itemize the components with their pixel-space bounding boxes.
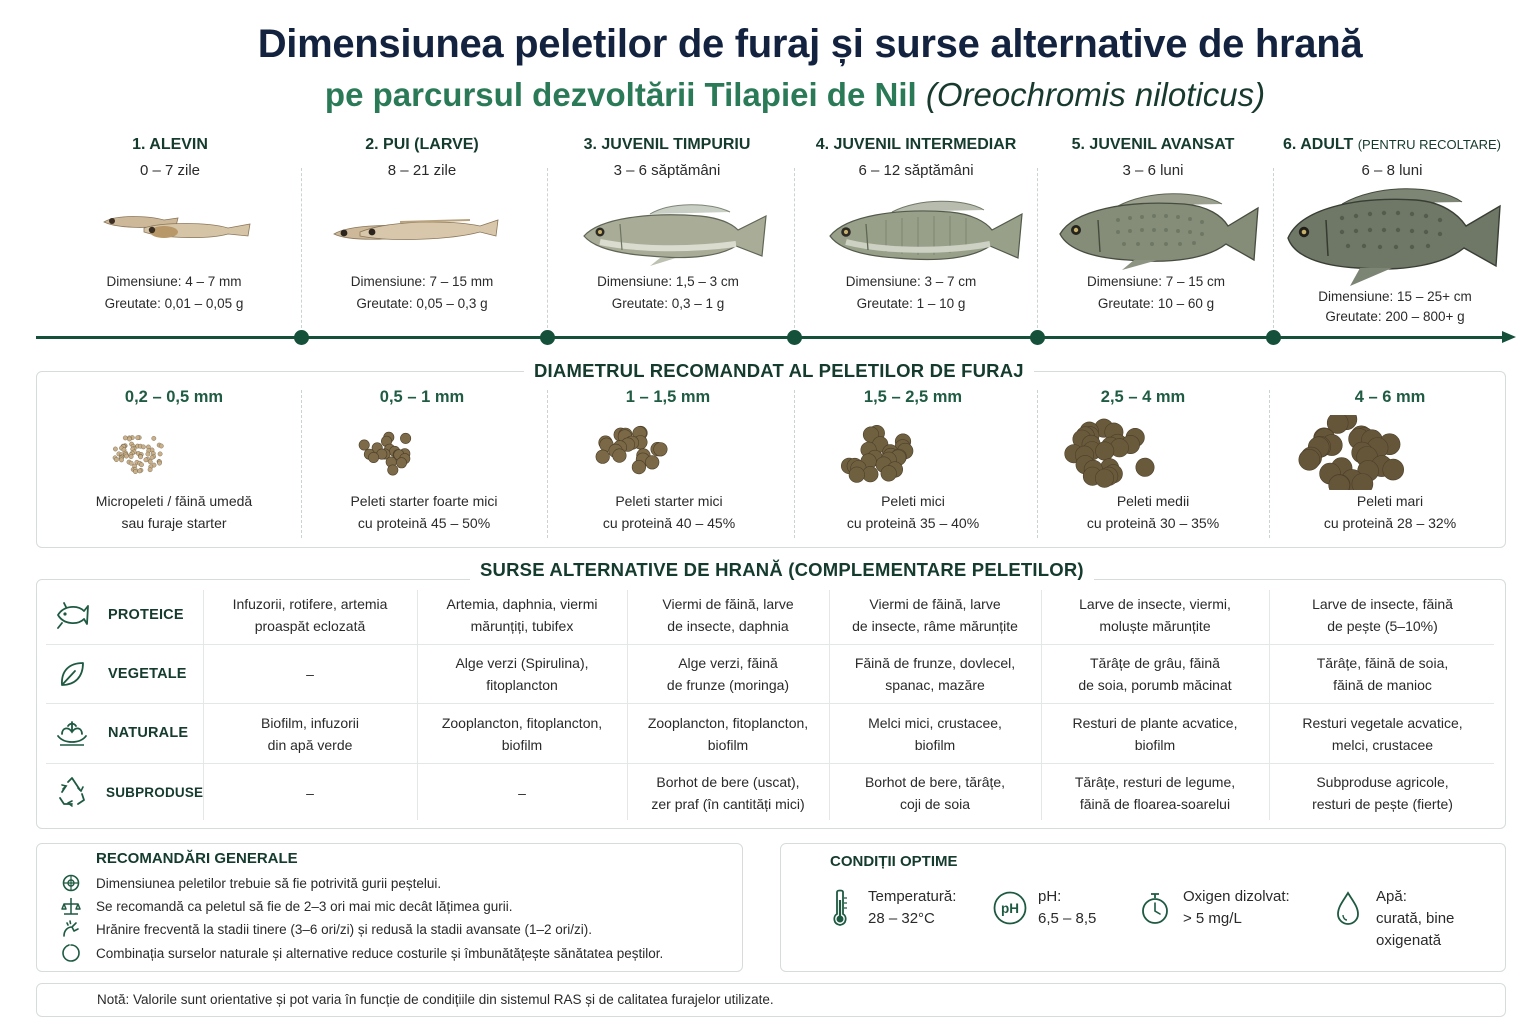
pellet <box>368 452 378 462</box>
scale-icon <box>60 895 82 917</box>
pellet <box>144 458 148 462</box>
food-cell <box>627 704 829 763</box>
pellet <box>654 443 668 457</box>
stage-4-metrics <box>811 271 1011 315</box>
category-label: PROTEICE <box>108 607 184 623</box>
alternatives-section-title: SURSE ALTERNATIVE DE HRANĂ (COMPLEMENTARE PELETILOR) <box>470 559 1094 581</box>
food-cell-line: de insecte, daphnia <box>667 618 789 634</box>
food-cell-line: biofilm <box>914 736 956 753</box>
recommendation-item <box>60 872 441 894</box>
pellet-size-5 <box>1043 388 1243 407</box>
category-naturale <box>52 704 188 762</box>
pellet <box>114 457 118 461</box>
stage-6 <box>1276 136 1508 179</box>
food-cell <box>417 763 627 822</box>
stage-size: Dimensiune: 7 – 15 cm <box>1086 274 1226 289</box>
pellet <box>1299 449 1320 470</box>
pellet <box>881 466 897 482</box>
pellet <box>158 452 162 456</box>
pellet <box>613 449 627 463</box>
intermediate-juvenile-fish-illustration <box>826 198 1026 270</box>
stage-2-metrics <box>322 271 522 315</box>
food-cell <box>1269 586 1496 644</box>
food-cell <box>1041 704 1269 763</box>
pellet-description: Micropeleti / făină umedă sau furaje starter <box>95 493 253 531</box>
timeline-dot <box>1030 330 1045 345</box>
food-cell <box>417 704 627 763</box>
food-cell-line: de soia, porumb măcinat <box>1078 677 1232 693</box>
pellet <box>1136 458 1154 476</box>
food-cell-line: biofilm <box>1134 736 1176 753</box>
growth-timeline <box>36 336 1506 339</box>
food-cell-line: Infuzorii, rotifere, artemia <box>232 596 388 612</box>
category-proteice <box>52 586 184 644</box>
pellet-diameter: 0,2 – 0,5 mm <box>124 388 224 406</box>
stage-age: 0 – 7 zile <box>139 162 201 179</box>
subtitle-scientific-name: (Oreochromis niloticus) <box>925 76 1266 113</box>
pellet-size-6 <box>1290 388 1490 407</box>
stage-weight: Greutate: 0,3 – 1 g <box>611 296 725 311</box>
recycle-icon <box>52 772 92 812</box>
pellet <box>150 455 154 459</box>
condition-label: Temperatură: <box>868 888 957 905</box>
food-cell <box>627 645 829 703</box>
food-cell <box>203 645 417 703</box>
pellet <box>632 460 646 474</box>
category-vegetale <box>52 645 187 703</box>
food-cell-line: Tărâțe, făină de soia, <box>1316 655 1449 671</box>
stage-3-metrics <box>568 271 768 315</box>
stage-name: 6. ADULT (PENTRU RECOLTARE) <box>1283 136 1501 153</box>
pellet-diameter: 0,5 – 1 mm <box>379 388 465 406</box>
food-cell <box>1041 586 1269 644</box>
aquatic-plant-icon <box>52 713 92 753</box>
condition-value-extra: oxigenată <box>1376 932 1442 949</box>
food-cell-line: Borhot de bere, tărâțe, <box>864 773 1006 790</box>
condition-value: curată, bine <box>1376 910 1455 927</box>
food-cell-line: Biofilm, infuzorii <box>260 714 360 731</box>
condition-value: 28 – 32°C <box>868 910 935 927</box>
recommendation-text: Dimensiunea peletilor trebuie să fie potrivită gurii peștelui. <box>96 875 442 891</box>
pellet <box>152 436 156 440</box>
stage-weight: Greutate: 0,05 – 0,3 g <box>356 296 488 311</box>
stage-weight: Greutate: 10 – 60 g <box>1097 296 1215 311</box>
stage-age: 3 – 6 luni <box>1122 162 1184 179</box>
stage-name: 2. PUI (LARVE) <box>365 136 479 153</box>
pellet <box>129 454 133 458</box>
pellet <box>159 444 163 448</box>
food-cell <box>203 763 417 822</box>
food-cell-line: Viermi de făină, larve <box>869 596 1001 612</box>
food-cell-line: Larve de insecte, viermi, <box>1079 596 1231 612</box>
pellet <box>141 445 145 449</box>
pellet <box>129 461 133 465</box>
pellet-diameter: 4 – 6 mm <box>1354 388 1426 406</box>
pellet-description: Peleti starter foarte mici cu proteină 45 – 50% <box>350 493 498 531</box>
conditions-title: CONDIȚII OPTIME <box>830 853 958 870</box>
stage-weight: Greutate: 0,01 – 0,05 g <box>104 296 244 311</box>
fish-icon <box>52 595 92 635</box>
pellet-diameter: 1 – 1,5 mm <box>625 388 711 406</box>
condition-water <box>1328 886 1454 952</box>
thermometer-icon <box>820 886 860 930</box>
pellet <box>148 460 152 464</box>
pellet <box>849 467 865 483</box>
pellet <box>138 469 142 473</box>
pellet-size-1 <box>74 388 274 407</box>
timeline-dot <box>540 330 555 345</box>
stage-size: Dimensiune: 1,5 – 3 cm <box>597 274 739 289</box>
pellet <box>123 436 127 440</box>
pellet-piles-illustration <box>36 415 1506 490</box>
pellet <box>146 452 150 456</box>
stage-2 <box>322 136 522 179</box>
ph-icon-text: pH <box>1001 901 1019 916</box>
recommendation-item <box>60 942 663 964</box>
food-cell-line: biofilm <box>501 736 543 753</box>
stage-weight: Greutate: 1 – 10 g <box>856 296 966 311</box>
pellet-size-2 <box>322 388 522 407</box>
stage-5-metrics <box>1056 271 1256 315</box>
pellet-pile <box>1065 419 1155 488</box>
food-cell-line: Alge verzi, făină <box>678 655 778 671</box>
advanced-juvenile-fish-illustration <box>1058 190 1262 272</box>
food-cell-line: spanac, mazăre <box>885 677 985 693</box>
food-cell-line: biofilm <box>707 736 749 753</box>
pellet <box>139 463 143 467</box>
food-cell-line: Alge verzi (Spirulina), <box>455 655 589 671</box>
pellet-size-4 <box>813 388 1013 407</box>
circle-icon <box>60 942 82 964</box>
recommendations-title: RECOMANDĂRI GENERALE <box>96 850 298 867</box>
pellet-diameter: 2,5 – 4 mm <box>1100 388 1186 406</box>
stage-separator <box>1273 168 1274 328</box>
condition-value: > 5 mg/L <box>1183 910 1242 927</box>
food-cell-line: coji de soia <box>899 795 971 812</box>
food-cell <box>1269 645 1496 703</box>
pellet-description: Peleti mici cu proteină 35 – 40% <box>846 493 980 531</box>
food-cell <box>1041 763 1269 822</box>
stage-size: Dimensiune: 3 – 7 cm <box>845 274 977 289</box>
stage-age: 6 – 8 luni <box>1361 162 1423 179</box>
stage-6-metrics <box>1290 287 1500 327</box>
food-cell-line: Artemia, daphnia, viermi <box>446 596 598 612</box>
stage-5 <box>1053 136 1253 179</box>
pellet-pile <box>1299 415 1404 490</box>
food-cell-line: moluște mărunțite <box>1099 618 1211 634</box>
food-cell-line: Subproduse agricole, <box>1316 773 1449 790</box>
pellet <box>645 456 659 470</box>
category-label: NATURALE <box>108 725 189 741</box>
food-cell-line: de frunze (moringa) <box>666 677 790 693</box>
stage-weight: Greutate: 200 – 800+ g <box>1325 309 1465 324</box>
food-cell-line: zer praf (în cantități mici) <box>651 795 805 812</box>
condition-value: 6,5 – 8,5 <box>1038 910 1097 927</box>
food-cell-line: melci, crustacee <box>1331 736 1434 753</box>
stage-4 <box>801 136 1031 179</box>
food-cell <box>829 645 1041 703</box>
recommendation-text: Hrănire frecventă la stadii tinere (3–6 ori/zi) și redusă la stadii avansate (1–2 ori/zi). <box>96 921 592 937</box>
food-cell-line: făină de floarea-soarelui <box>1079 795 1231 812</box>
food-cell-line: Zooplancton, fitoplancton, <box>441 714 603 731</box>
recommendation-item <box>60 918 592 940</box>
food-cell <box>203 586 417 644</box>
stage-separator <box>1037 168 1038 328</box>
pellet <box>596 450 610 464</box>
timeline-dot <box>294 330 309 345</box>
feeding-hand-icon <box>60 918 82 940</box>
pellet-section-title: DIAMETRUL RECOMANDAT AL PELETILOR DE FURAJ <box>524 360 1034 382</box>
stage-3 <box>557 136 777 179</box>
pellet <box>388 465 398 475</box>
stage-separator <box>547 168 548 328</box>
food-cell <box>1269 763 1496 822</box>
stage-age: 6 – 12 săptămâni <box>858 162 974 179</box>
pellet-pile <box>113 435 164 473</box>
condition-label: Oxigen dizolvat: <box>1183 888 1290 905</box>
page-subtitle <box>0 76 1536 114</box>
food-cell <box>627 763 829 822</box>
pellet <box>1096 442 1114 460</box>
food-cell-line: – <box>306 666 314 682</box>
food-cell-line: din apă verde <box>267 736 353 753</box>
food-cell-line: făină de manioc <box>1333 677 1432 693</box>
pellet <box>157 461 161 465</box>
pellet <box>113 447 117 451</box>
food-cell <box>829 704 1041 763</box>
condition-ph <box>990 886 1096 930</box>
condition-temperature <box>820 886 956 930</box>
stage-separator <box>794 168 795 328</box>
fry-fish-illustration <box>98 206 258 246</box>
pellet-size-3 <box>568 388 768 407</box>
food-cell <box>829 763 1041 822</box>
food-cell <box>1041 645 1269 703</box>
stage-1-metrics <box>74 271 274 315</box>
stage-size: Dimensiune: 4 – 7 mm <box>106 274 242 289</box>
water-drop-icon <box>1328 886 1368 930</box>
pellet-diameter: 1,5 – 2,5 mm <box>863 388 963 406</box>
condition-oxygen <box>1135 886 1290 930</box>
recommendation-item <box>60 895 512 917</box>
target-icon <box>60 872 82 894</box>
pellet <box>1383 459 1404 480</box>
pellet <box>400 433 410 443</box>
stage-age: 8 – 21 zile <box>387 162 457 179</box>
stage-name-suffix: (PENTRU RECOLTARE) <box>1357 137 1501 152</box>
footnote: Notă: Valorile sunt orientative și pot varia în funcție de condițiile din sistemul RAS și de calitatea furajelor utilizate. <box>36 983 1506 1017</box>
pellet-description: Peleti medii cu proteină 30 – 35% <box>1086 493 1220 531</box>
stage-1 <box>70 136 270 179</box>
stage-name: 4. JUVENIL INTERMEDIAR <box>815 136 1017 153</box>
oxygen-icon <box>1135 886 1175 930</box>
food-cell-line: Tărâțe de grâu, făină <box>1090 655 1220 671</box>
food-cell-line: Resturi vegetale acvatice, <box>1302 714 1463 731</box>
food-cell <box>417 586 627 644</box>
pellet <box>133 469 137 473</box>
pellet <box>138 455 142 459</box>
food-cell-line: fitoplancton <box>486 677 558 693</box>
condition-label: pH: <box>1038 888 1062 905</box>
recommendation-text: Combinația surselor naturale și alternative reduce costurile și îmbunătățește sănătatea peștilor. <box>96 945 664 961</box>
early-juvenile-fish-illustration <box>580 200 770 268</box>
ph-icon <box>990 886 1030 930</box>
timeline-arrow <box>1502 331 1516 343</box>
food-cell <box>627 586 829 644</box>
category-label: SUBPRODUSE <box>106 784 204 800</box>
subtitle-main: pe parcursul dezvoltării Tilapiei de Nil <box>324 76 917 113</box>
adult-fish-illustration <box>1286 186 1504 288</box>
pellet <box>396 458 406 468</box>
food-cell <box>829 586 1041 644</box>
food-cell-line: Viermi de făină, larve <box>662 596 794 612</box>
stage-name: 5. JUVENIL AVANSAT <box>1071 136 1235 153</box>
food-cell-line: – <box>518 784 526 801</box>
food-cell-line: Făină de frunze, dovlecel, <box>854 655 1016 671</box>
food-cell-line: Zooplancton, fitoplancton, <box>647 714 809 731</box>
page-title: Dimensiunea peletilor de furaj și surse alternative de hrană <box>257 22 1363 66</box>
pellet <box>136 436 140 440</box>
timeline-dot <box>787 330 802 345</box>
food-cell-line: resturi de pește (fierte) <box>1312 795 1453 812</box>
condition-label: Apă: <box>1376 888 1407 905</box>
pellet <box>359 440 369 450</box>
timeline-dot <box>1266 330 1281 345</box>
stage-separator <box>301 168 302 328</box>
stage-size: Dimensiune: 15 – 25+ cm <box>1318 289 1472 304</box>
pellet-pile <box>359 432 411 475</box>
recommendation-text: Se recomandă ca peletul să fie de 2–3 ori mai mic decât lățimea gurii. <box>96 898 513 914</box>
pellet <box>148 468 152 472</box>
stage-age: 3 – 6 săptămâni <box>613 162 721 179</box>
food-cell-line: de pește (5–10%) <box>1327 618 1438 634</box>
food-cell-line: Resturi de plante acvatice, <box>1072 714 1238 731</box>
pellet <box>127 437 131 441</box>
food-cell-line: proaspăt eclozată <box>254 618 366 634</box>
leaf-icon <box>52 654 92 694</box>
stage-size: Dimensiune: 7 – 15 mm <box>350 274 494 289</box>
stage-name: 1. ALEVIN <box>132 136 208 153</box>
food-cell-line: mărunțiți, tubifex <box>470 618 574 634</box>
food-cell <box>417 645 627 703</box>
stage-name: 3. JUVENIL TIMPURIU <box>583 136 751 153</box>
pellet-pile <box>841 425 913 482</box>
pellet-pile <box>596 426 667 474</box>
food-cell-line: – <box>306 784 314 801</box>
food-cell-line: Larve de insecte, făină <box>1312 596 1453 612</box>
food-cell-line: Borhot de bere (uscat), <box>656 773 800 790</box>
category-label: VEGETALE <box>108 666 187 682</box>
pellet <box>119 458 123 462</box>
pellet-description: Peleti mari cu proteină 28 – 32% <box>1323 493 1457 531</box>
food-cell-line: Melci mici, crustacee, <box>868 714 1002 731</box>
pellet-description: Peleti starter mici cu proteină 40 – 45% <box>602 493 736 531</box>
category-subproduse <box>52 763 203 821</box>
food-cell-line: de insecte, râme mărunțite <box>852 618 1018 634</box>
pellet <box>124 454 128 458</box>
pellet <box>1095 469 1113 487</box>
larva-fish-illustration <box>330 212 502 248</box>
food-cell <box>1269 704 1496 763</box>
food-cell-line: Tărâțe, resturi de legume, <box>1074 773 1236 790</box>
food-cell <box>203 704 417 763</box>
